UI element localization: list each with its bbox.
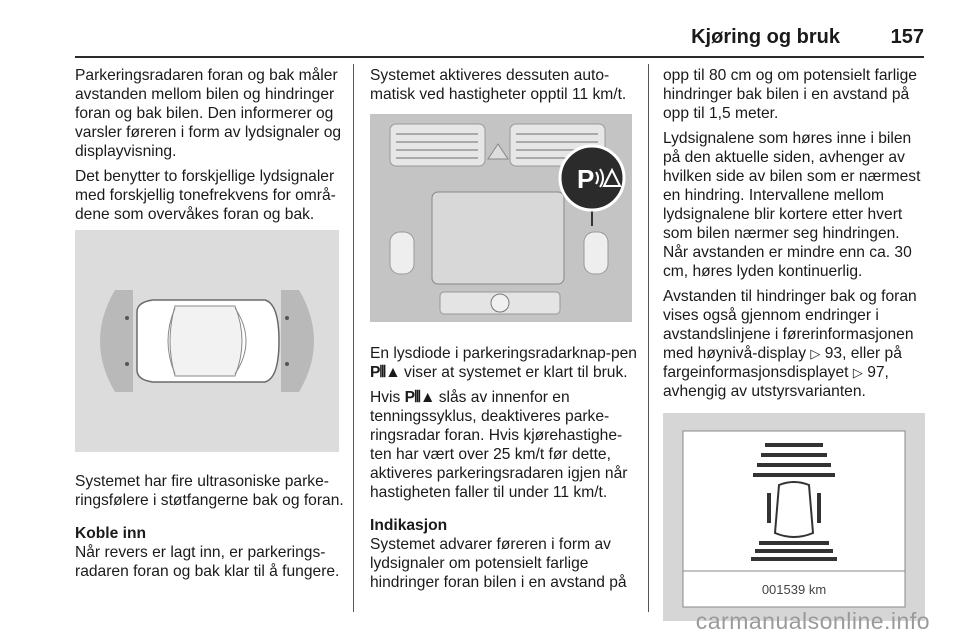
heading-indikasjon: Indikasjon bbox=[370, 517, 448, 534]
column-divider-1 bbox=[353, 64, 354, 612]
parking-button-symbol: P bbox=[577, 164, 595, 194]
paragraph: opp til 80 cm og om potensielt farlige hindringer bak bilen i en avstand på opp til 1,5 meter. bbox=[663, 67, 917, 122]
car-top-view-illustration bbox=[75, 230, 339, 452]
dashboard-figure bbox=[370, 114, 632, 322]
control-knob bbox=[491, 294, 509, 312]
header-rule bbox=[75, 56, 924, 58]
column-1 bbox=[75, 66, 345, 587]
paragraph: Parkeringsradaren foran og bak måler avstanden mellom bilen og hindringer foran og bak bilen. Den informerer og varsler føreren i form av lydsignaler og displayvisning. bbox=[75, 67, 342, 160]
side-button-left bbox=[390, 232, 414, 274]
page-header bbox=[0, 0, 960, 52]
paragraph: Systemet aktiveres dessuten auto-matisk ved hastigheter opptil 11 km/t. bbox=[370, 67, 627, 103]
paragraph: Hvis P⦀▲ slås av innenfor en tenningssyklus, deaktiveres parke-ringsradar foran. Hvis kjørehastighe-ten har vært over 25 km/t før dette, aktiveres parkeringsradaren igjen når hastigheten faller til under 11 km/t. bbox=[370, 389, 628, 501]
rear-zone bbox=[100, 290, 133, 392]
dashboard-illustration bbox=[370, 114, 632, 322]
paragraph: Det benytter to forskjellige lydsignaler med forskjellig tonefrekvens for områ-dene som overvåkes foran og bak. bbox=[75, 168, 336, 223]
paragraph: En lysdiode i parkeringsradarknap-pen P⦀▲ viser at systemet er klart til bruk. bbox=[370, 345, 637, 381]
rear-distance-lines bbox=[751, 541, 837, 561]
column-2 bbox=[370, 66, 638, 598]
paragraph: Avstanden til hindringer bak og foran vises også gjennom endringer i avstandslinjene i førerinformasjonen med høynivå-display ▷ 93, eller på fargeinformasjonsdisplayet ▷ 97, avhengig av utstyrsvarianten. bbox=[663, 288, 917, 400]
paragraph: Systemet har fire ultrasoniske parke-ringsfølere i støtfangerne bak og foran. bbox=[75, 473, 344, 509]
paragraph: Systemet advarer føreren i form av lydsignaler om potensielt farlige hindringer foran bilen i en avstand på bbox=[370, 536, 627, 591]
paragraph: Når revers er lagt inn, er parkerings-radaren foran og bak klar til å fungere. bbox=[75, 544, 340, 580]
center-display bbox=[432, 192, 564, 284]
car-roof bbox=[170, 306, 242, 376]
paragraph: Lydsignalene som høres inne i bilen på den aktuelle siden, avhenger av hvilken side av bilen som er nærmest en hindring. Intervallene mellom lydsignalene blir kortere etter hvert som bilen nærmer seg hindringen. Når avstanden er mindre enn ca. 30 cm, høres lyden kontinuerlig. bbox=[663, 130, 921, 280]
front-zone bbox=[281, 290, 314, 392]
page-ref-arrow-icon: ▷ bbox=[852, 365, 863, 380]
page-number: 157 bbox=[890, 26, 924, 48]
side-bar-left bbox=[767, 493, 771, 523]
distance-display-illustration bbox=[663, 413, 925, 621]
car-icon bbox=[775, 482, 813, 537]
column-3 bbox=[663, 66, 927, 621]
sensor-zones-figure bbox=[75, 230, 339, 452]
air-vent-left bbox=[390, 124, 485, 166]
distance-display-figure bbox=[663, 413, 925, 621]
sensor-dot bbox=[125, 362, 129, 366]
odometer-readout: 001539 km bbox=[761, 582, 827, 597]
sensor-dot bbox=[285, 316, 289, 320]
heading-koble-inn: Koble inn bbox=[75, 525, 147, 542]
sensor-dot bbox=[285, 362, 289, 366]
page-ref-arrow-icon: ▷ bbox=[810, 346, 821, 361]
section-title: Kjøring og bruk bbox=[691, 26, 840, 48]
side-bar-right bbox=[817, 493, 821, 523]
parking-symbol-icon: P⦀▲ bbox=[404, 389, 435, 406]
watermark: carmanualsonline.info bbox=[695, 608, 930, 634]
column-divider-2 bbox=[648, 64, 649, 612]
sensor-dot bbox=[125, 316, 129, 320]
side-button-right bbox=[584, 232, 608, 274]
parking-symbol-icon: P⦀▲ bbox=[370, 364, 400, 381]
